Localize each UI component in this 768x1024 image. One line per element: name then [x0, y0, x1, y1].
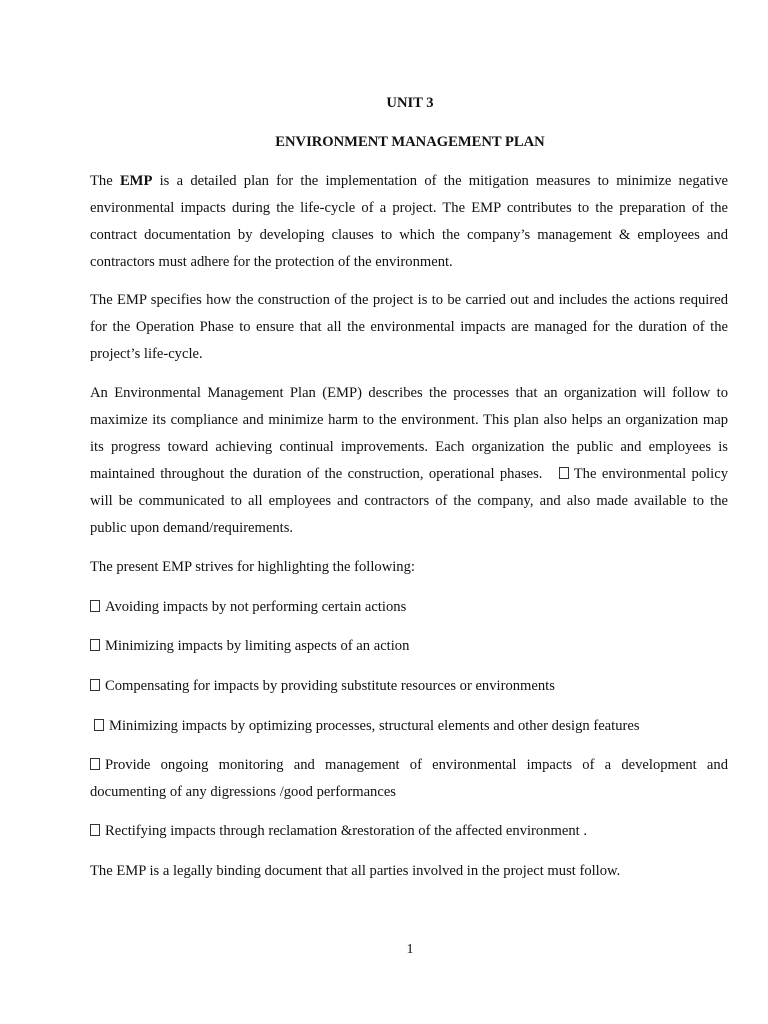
- paragraph-legally-binding: The EMP is a legally binding document that all parties involved in the project must follow.: [90, 863, 621, 879]
- document-title: ENVIRONMENT MANAGEMENT PLAN: [275, 134, 545, 150]
- list-item-text: Compensating for impacts by providing substitute resources or environments: [105, 678, 555, 694]
- paragraph-emp-description: [90, 380, 728, 542]
- list-item: [90, 594, 728, 621]
- bullet-box-icon: [559, 467, 569, 479]
- bullet-box-icon: [90, 639, 100, 651]
- paragraph-emp-specifies: The EMP specifies how the construction of the project is to be carried out and includes the actions required for the Operation Phase to ensure that all the environmental impacts are managed for the duration of the project’s life-cycle.: [90, 292, 728, 362]
- bullet-box-icon: [94, 719, 104, 731]
- unit-title: UNIT 3: [386, 95, 434, 111]
- list-item-text: Minimizing impacts by optimizing processes, structural elements and other design features: [109, 718, 640, 734]
- list-item: [94, 713, 728, 740]
- list-item-text: Minimizing impacts by limiting aspects of an action: [105, 638, 410, 654]
- paragraph-body: is a detailed plan for the implementation of the mitigation measures to minimize negative environmental impacts during the life-cycle of a project. The EMP contributes to the preparation of the contract documentation by developing clauses to which the company’s management & employees and contractors must adhere for the protection of the environment.: [90, 173, 728, 270]
- bullet-box-icon: [90, 824, 100, 836]
- page-number: 1: [406, 942, 414, 957]
- list-item-text: Rectifying impacts through reclamation &restoration of the affected environment .: [105, 823, 587, 839]
- bullet-box-icon: [90, 600, 100, 612]
- list-item: [90, 673, 728, 700]
- list-item: [90, 818, 728, 845]
- paragraph-body: An Environmental Management Plan (EMP) describes the processes that an organization will follow to maximize its compliance and minimize harm to the environment. This plan also helps an organization map its progress toward achieving continual improvements. Each organization the public and employees is maintained throughout the duration of the construction, operational phases.: [90, 385, 728, 482]
- paragraph-highlights-intro: The present EMP strives for highlighting the following:: [90, 559, 415, 575]
- bullet-box-icon: [90, 758, 100, 770]
- list-item-text: Avoiding impacts by not performing certain actions: [105, 599, 407, 615]
- emp-emphasis: EMP: [119, 173, 153, 189]
- paragraph-emp-definition: [90, 168, 728, 276]
- list-item: [90, 633, 728, 660]
- bullet-box-icon: [90, 679, 100, 691]
- paragraph-prefix: The: [90, 173, 120, 189]
- list-item-text: Provide ongoing monitoring and management of environmental impacts of a development and documenting of any digressions /good performances: [90, 757, 728, 800]
- paragraph-body-continued: The environmental policy will be communicated to all employees and contractors of the company, and also made available to the public upon demand/requirements.: [90, 466, 729, 536]
- list-item: [90, 752, 728, 806]
